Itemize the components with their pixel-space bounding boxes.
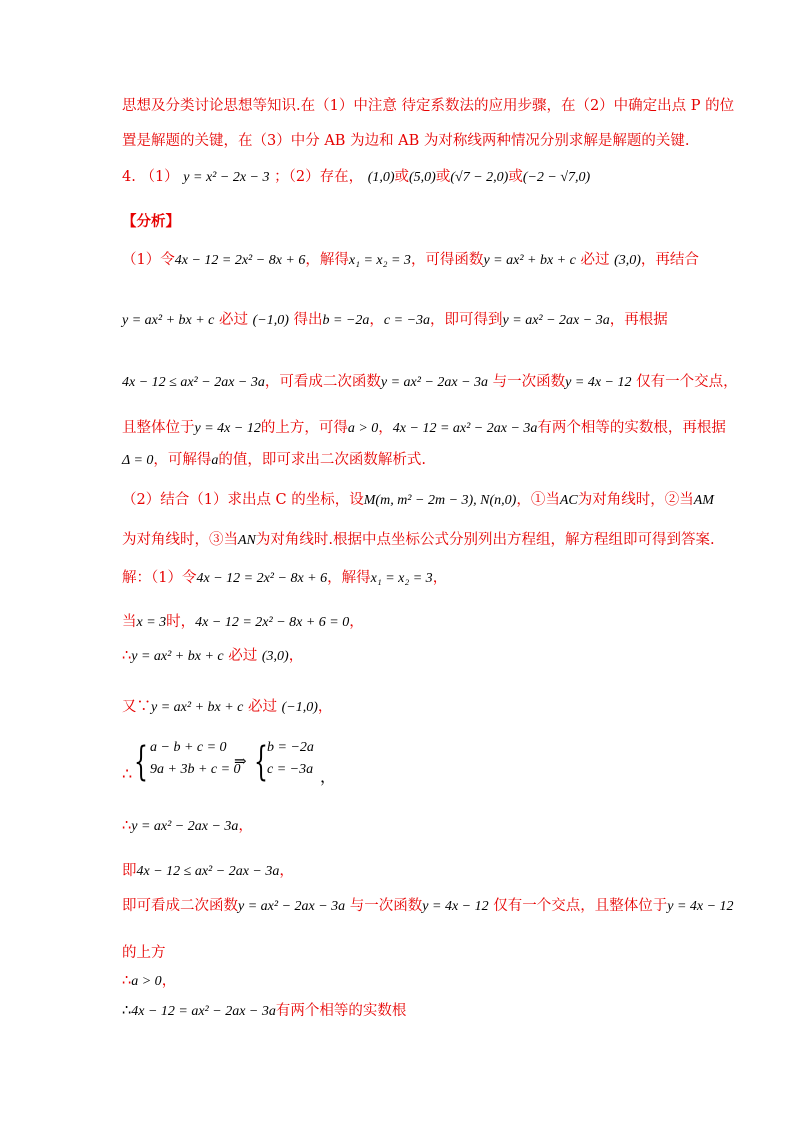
formula: x₁ = x₂ = 3 [370, 571, 433, 586]
solution-line-3 [122, 646, 303, 667]
t: ，即可得到 [430, 312, 503, 328]
t: ， [288, 648, 304, 664]
left-brace: { [254, 739, 268, 785]
solution-line-9: 的上方 [122, 945, 166, 961]
formula: (3,0) [614, 253, 641, 268]
equation-1: a − b + c = 0 [150, 740, 227, 755]
therefore-symbol: ∴ [122, 764, 133, 783]
analysis-line-4 [122, 418, 726, 439]
equation-system [122, 740, 382, 788]
t: 当 [122, 614, 137, 630]
t: 又∵ [122, 699, 151, 715]
analysis-line-5 [122, 450, 426, 471]
analysis-line-6 [122, 490, 714, 511]
intro-line-2: 置是解题的关键，在（3）中分 AB 为边和 AB 为对称线两种情况分别求解是解题的关键. [122, 133, 690, 149]
t: ，可得函数 [410, 252, 484, 268]
formula: y = ax² − 2ax − 3a [238, 899, 346, 914]
implies-arrow: ⇒ [234, 752, 247, 770]
formula: (3,0) [261, 649, 289, 664]
t: ， [349, 614, 364, 630]
answer-number: 4. [122, 169, 136, 185]
analysis-line-2 [122, 310, 668, 331]
t: 仅有一个交点， [636, 374, 738, 390]
solution-line-4 [122, 697, 332, 718]
t: ，再结合 [640, 252, 699, 268]
t: 有两个相等的实数根，再根据 [537, 420, 726, 436]
analysis-heading: 【分析】 [122, 213, 180, 230]
solution-line-2 [122, 612, 364, 633]
t: （2）结合（1）求出点 C 的坐标，设 [122, 492, 364, 508]
formula: 4x − 12 = ax² − 2ax − 3a [392, 421, 538, 436]
t: 必过 [248, 699, 278, 715]
analysis-line-7 [122, 530, 715, 551]
formula: y = 4x − 12 [667, 899, 734, 914]
formula: 4x − 12 = 2x² − 8x + 6 [174, 253, 306, 268]
t: ， [432, 570, 448, 586]
formula: y = ax² + bx + c [151, 700, 244, 715]
t: ∴ [122, 973, 132, 989]
formula: a > 0 [131, 974, 162, 989]
t: ， [378, 420, 393, 436]
t: 的值，即可求出二次函数解析式. [218, 452, 427, 468]
t: 即可看成二次函数 [122, 898, 238, 914]
formula: (−1,0) [281, 700, 318, 715]
t: ， [238, 818, 253, 834]
equation-3: b = −2a [267, 740, 314, 755]
formula: 4x − 12 ≤ ax² − 2ax − 3a [122, 375, 265, 390]
formula: a [211, 453, 219, 468]
formula: Δ = 0 [122, 453, 154, 468]
comma: ， [320, 767, 337, 786]
t: （1）令 [122, 252, 175, 268]
analysis-line-3 [122, 372, 738, 393]
formula: y = 4x − 12 [565, 375, 632, 390]
t: ，再根据 [609, 312, 668, 328]
t: ∴ [122, 648, 132, 664]
t: 仅有一个交点，且整体位于 [493, 898, 668, 914]
formula: y = ax² + bx + c [122, 313, 215, 328]
formula: x₁ = x₂ = 3 [348, 253, 411, 268]
t: 解：（1）令 [122, 570, 197, 586]
t: 必过 [228, 648, 258, 664]
or-3: 或 [508, 169, 523, 185]
t: 得出 [293, 312, 323, 328]
formula: y = 4x − 12 [422, 899, 489, 914]
t: ， [161, 973, 177, 989]
formula: y = ax² − 2ax − 3a [502, 313, 610, 328]
t: ， [279, 863, 294, 879]
solution-line-1 [122, 568, 447, 589]
t: 时， [166, 614, 196, 630]
formula: b = −2a [322, 313, 370, 328]
t: ∴ [122, 818, 132, 834]
t: ，可看成二次函数 [264, 374, 381, 390]
answer-sep: ；（2）存在， [274, 169, 364, 185]
formula: (−1,0) [252, 313, 289, 328]
t: 必过 [580, 252, 610, 268]
formula: M(m, m² − 2m − 3), N(n,0) [363, 493, 517, 508]
t: ，解得 [327, 570, 371, 586]
t: 为对角线时.根据中点坐标公式分别列出方程组，解方程组即可得到答案. [255, 532, 715, 548]
t: 与一次函数 [349, 898, 423, 914]
solution-line-11 [122, 1001, 406, 1022]
formula: y = ax² + bx + c [483, 253, 576, 268]
answer-part1-label: （1） [140, 169, 179, 185]
solution-line-7 [122, 861, 294, 882]
formula: a > 0 [347, 421, 379, 436]
formula: x = 3 [136, 615, 167, 630]
therefore-symbol: ∴ [122, 1003, 132, 1019]
t: ，①当 [516, 492, 560, 508]
formula: AN [238, 533, 256, 548]
t: ，解得 [305, 252, 349, 268]
or-2: 或 [435, 169, 451, 185]
formula: AM [693, 493, 714, 508]
t: 有两个相等的实数根 [275, 1003, 407, 1019]
formula: 4x − 12 = 2x² − 8x + 6 = 0 [195, 615, 350, 630]
formula: y = 4x − 12 [194, 421, 261, 436]
intro-line-1: 思想及分类讨论思想等知识.在（1）中注意 待定系数法的应用步骤，在（2）中确定出点 P 的位 [122, 98, 735, 114]
t: 与一次函数 [492, 374, 566, 390]
analysis-line-1 [122, 250, 699, 271]
answer-part1-formula: y = x² − 2x − 3 [183, 170, 270, 185]
t: 即 [122, 863, 137, 879]
or-1: 或 [394, 169, 410, 185]
answer-line [122, 167, 590, 188]
formula: y = ax² − 2ax − 3a [131, 819, 239, 834]
formula: 4x − 12 = 2x² − 8x + 6 [196, 571, 328, 586]
solution-line-6 [122, 816, 253, 837]
answer-point-3: (√7 − 2,0) [450, 170, 509, 185]
answer-point-4: (−2 − √7,0) [522, 170, 591, 185]
left-brace: { [134, 739, 148, 785]
equation-4: c = −3a [267, 762, 314, 777]
formula: 4x − 12 ≤ ax² − 2ax − 3a [136, 864, 280, 879]
formula: y = ax² − 2ax − 3a [380, 375, 489, 390]
t: ， [317, 699, 333, 715]
answer-point-2: (5,0) [409, 170, 436, 185]
solution-line-8 [122, 896, 734, 917]
t: 且整体位于 [122, 420, 195, 436]
equation-2: 9a + 3b + c = 0 [150, 762, 241, 777]
formula: y = ax² + bx + c [131, 649, 224, 664]
solution-line-10 [122, 971, 176, 992]
t: ，可解得 [153, 452, 212, 468]
formula: AC [559, 493, 578, 508]
formula: 4x − 12 = ax² − 2ax − 3a [131, 1004, 276, 1019]
t: 为对角线时，②当 [577, 492, 694, 508]
answer-point-1: (1,0) [367, 170, 395, 185]
t: ， [369, 312, 384, 328]
t: 为对角线时，③当 [122, 532, 238, 548]
formula: c = −3a [383, 313, 431, 328]
t: 的上方，可得 [260, 420, 348, 436]
t: 必过 [219, 312, 249, 328]
